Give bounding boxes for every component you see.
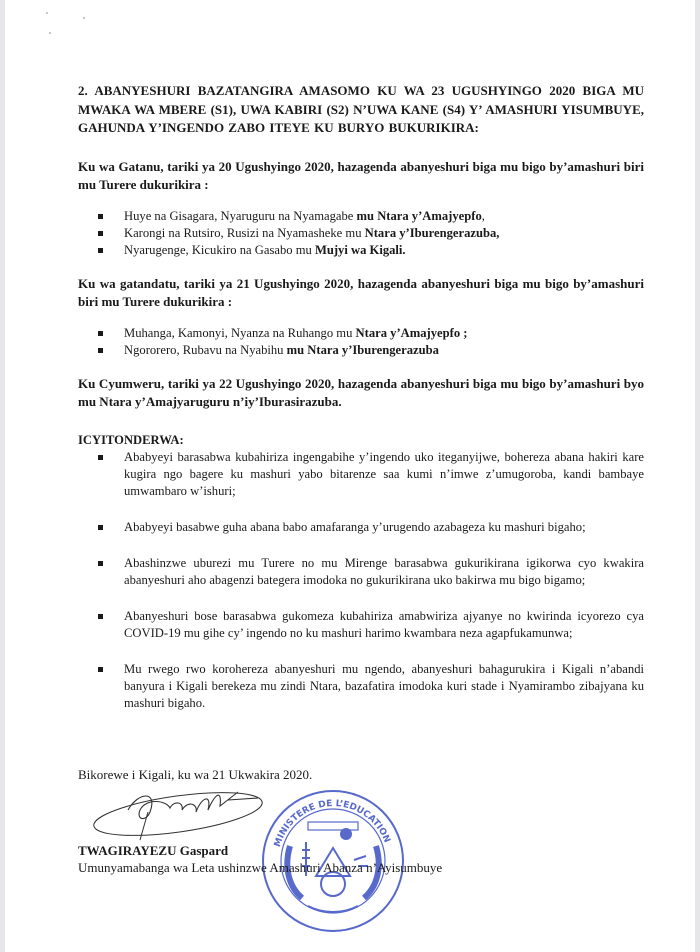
bullet-icon — [98, 348, 103, 353]
section-heading: 2. ABANYESHURI BAZATANGIRA AMASOMO KU WA 23 UGUSHYINGO 2020 BIGA MU MWAKA WA MBERE (S1), UWA KABIRI (S2) N’UWA KANE (S4) Y’ AMASHURI YISUMBUYE, GAHUNDA Y’INGENDO ZABO ITEYE KU BURYO BUKURIKIRA: — [78, 83, 644, 135]
signer-name: TWAGIRAYEZU Gaspard — [78, 843, 229, 858]
list-item: Karongi na Rutsiro, Rusizi na Nyamasheke mu Ntara y’Iburengerazuba, — [78, 225, 644, 242]
bullet-icon — [98, 455, 103, 460]
scan-speck — [46, 12, 48, 14]
schedule-intro-sunday: Ku Cyumweru, tariki ya 22 Ugushyingo 2020, hazagenda abanyeshuri biga mu bigo by’amashuri byo mu Ntara y’Amajyaruguru n’iy’Iburasirazuba. — [78, 375, 644, 409]
note-item: Mu rwego rwo korohereza abanyeshuri mu ngendo, abanyeshuri bahagurukira i Kigali n’abandi banyura i Kigali berekeza mu zindi Ntara, bazafatira imodoka kuri stade i Nyamirambo zibajyana ku mashuri bigaho. — [78, 661, 644, 712]
schedule-intro-friday: Ku wa Gatanu, tariki ya 20 Ugushyingo 2020, hazagenda abanyeshuri biga mu bigo by’amashuri biri mu Turere dukurikira : — [78, 158, 644, 192]
sign-date: Bikorewe i Kigali, ku wa 21 Ukwakira 2020. — [78, 767, 313, 782]
list-item: Huye na Gisagara, Nyaruguru na Nyamagabe mu Ntara y’Amajyepfo, — [78, 208, 644, 225]
signature-icon — [88, 782, 278, 840]
list-item: Muhanga, Kamonyi, Nyanza na Ruhango mu Ntara y’Amajyepfo ; — [78, 325, 644, 342]
note-item: Abanyeshuri bose barasabwa gukomeza kubahiriza amabwiriza ajyanye no kwirinda icyorezo cya COVID-19 mu gihe cy’ ingendo no ku mashuri harimo kwambara neza agapfukamunwa; — [78, 608, 644, 642]
scan-speck — [83, 17, 85, 19]
bullet-icon — [98, 331, 103, 336]
bullet-icon — [98, 231, 103, 236]
list-item: Nyarugenge, Kicukiro na Gasabo mu Mujyi wa Kigali. — [78, 242, 644, 259]
notes-list — [78, 449, 644, 712]
note-item: Ababyeyi basabwe guha abana babo amafaranga y’urugendo azabageza ku mashuri bigaho; — [78, 519, 644, 536]
bullet-icon — [98, 667, 103, 672]
document-body — [78, 82, 644, 731]
bullet-icon — [98, 248, 103, 253]
bullet-icon — [98, 525, 103, 530]
svg-text:MINISTERE DE L’EDUCATION: MINISTERE DE L’EDUCATION — [272, 798, 392, 849]
bullet-icon — [98, 214, 103, 219]
note-item: Abashinzwe uburezi mu Turere no mu Mirenge barasabwa gukurikirana igikorwa cyo kwakira abanyeshuri aho abagenzi bategera imodoka no gukurikirana uko bakirwa mu bigo bigamo; — [78, 555, 644, 589]
notes-heading: ICYITONDERWA: — [78, 432, 184, 447]
bullet-icon — [98, 614, 103, 619]
schedule-list-saturday — [78, 325, 644, 359]
note-item: Ababyeyi barasabwa kubahiriza ingengabihe y’ingendo uko iteganyijwe, bohereza abana hakiri kare kugira ngo bagere ku mashuri yabo bitarenze saa kumi n’imwe z’umugoroba, kandi bambaye umwambaro w’ishuri; — [78, 449, 644, 500]
signer-title: Umunyamabanga wa Leta ushinzwe Amashuri Abanza n’Ayisumbuye — [78, 860, 443, 875]
scan-speck — [49, 32, 51, 34]
scan-edge-right — [695, 0, 700, 952]
schedule-intro-saturday: Ku wa gatandatu, tariki ya 21 Ugushyingo 2020, hazagenda abanyeshuri biga mu bigo by’amashuri biri mu Turere dukurikira : — [78, 275, 644, 309]
scan-edge-left — [0, 0, 5, 952]
list-item: Ngororero, Rubavu na Nyabihu mu Ntara y’Iburengerazuba — [78, 342, 644, 359]
bullet-icon — [98, 561, 103, 566]
schedule-list-friday — [78, 208, 644, 259]
